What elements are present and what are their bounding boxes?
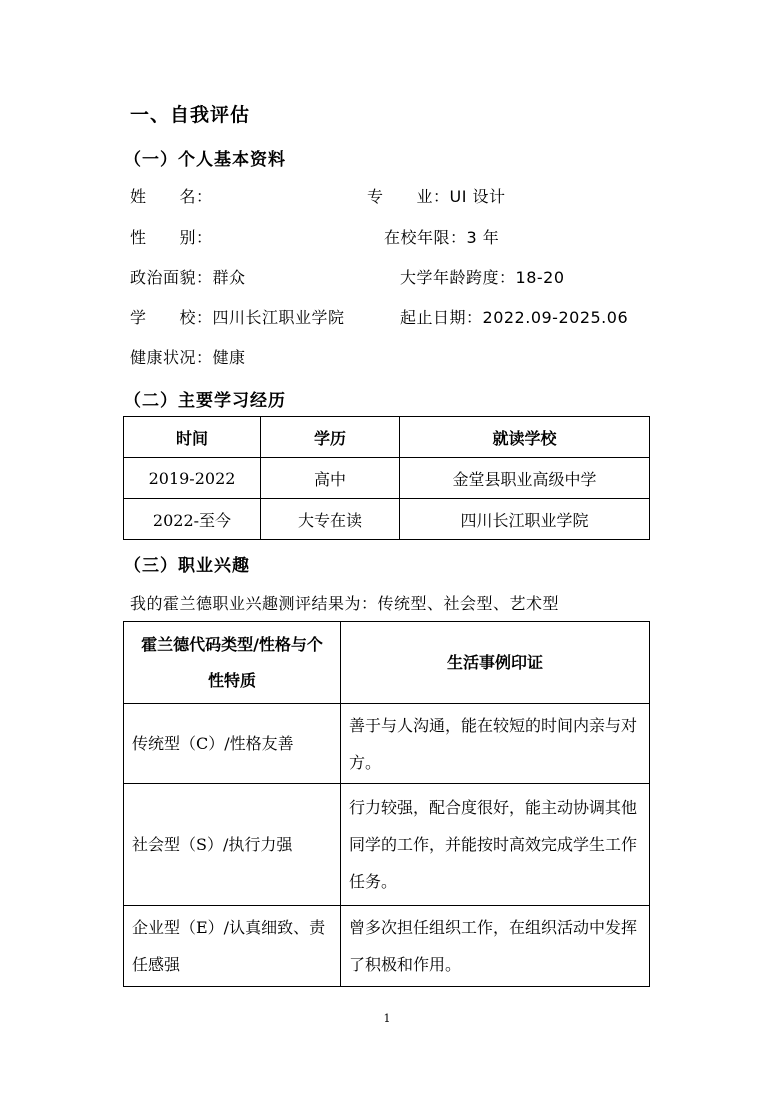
table-cell: 四川长江职业学院 bbox=[400, 499, 650, 540]
interest-title: （三）职业兴趣 bbox=[124, 556, 250, 576]
table-header-cell: 学历 bbox=[261, 417, 400, 458]
field-age-span bbox=[400, 265, 565, 288]
field-label: 专 业： bbox=[367, 187, 450, 206]
table-row bbox=[124, 784, 650, 906]
field-health bbox=[130, 345, 246, 368]
table-cell: 2019-2022 bbox=[124, 458, 261, 499]
field-label: 性 别： bbox=[130, 228, 213, 247]
table-cell: 金堂县职业高级中学 bbox=[400, 458, 650, 499]
basic-info-title: （一）个人基本资料 bbox=[124, 150, 286, 170]
table-header-cell: 就读学校 bbox=[400, 417, 650, 458]
table-row bbox=[124, 704, 650, 784]
field-political bbox=[130, 265, 246, 288]
field-value: 群众 bbox=[212, 268, 246, 287]
field-value: 18-20 bbox=[515, 268, 565, 287]
table-cell: 传统型（C）/性格友善 bbox=[124, 704, 341, 784]
table-cell: 社会型（S）/执行力强 bbox=[124, 784, 341, 906]
page-number: 1 bbox=[383, 1012, 391, 1025]
table-cell: 大专在读 bbox=[261, 499, 400, 540]
field-dates bbox=[400, 305, 628, 328]
field-value: 四川长江职业学院 bbox=[212, 308, 345, 327]
field-label: 姓 名： bbox=[130, 187, 213, 206]
section-title: 一、自我评估 bbox=[130, 104, 251, 126]
table-header-row bbox=[124, 622, 650, 704]
field-name bbox=[130, 184, 213, 207]
table-row bbox=[124, 499, 650, 540]
field-value: UI 设计 bbox=[449, 187, 506, 206]
study-title: （二）主要学习经历 bbox=[124, 391, 286, 411]
field-value: 健康 bbox=[212, 348, 246, 367]
study-table bbox=[123, 416, 650, 540]
table-cell: 曾多次担任组织工作，在组织活动中发挥了积极和作用。 bbox=[341, 906, 650, 987]
table-cell: 2022-至今 bbox=[124, 499, 261, 540]
field-label: 健康状况： bbox=[130, 348, 213, 367]
table-row bbox=[124, 906, 650, 987]
field-value: 3 年 bbox=[466, 228, 500, 247]
field-label: 政治面貌： bbox=[130, 268, 213, 287]
table-cell: 企业型（E）/认真细致、责任感强 bbox=[124, 906, 341, 987]
field-label: 起止日期： bbox=[400, 308, 483, 327]
field-label: 学 校： bbox=[130, 308, 213, 327]
table-header-cell: 生活事例印证 bbox=[341, 622, 650, 704]
table-header-cell: 霍兰德代码类型/性格与个性特质 bbox=[124, 622, 341, 704]
field-gender bbox=[130, 225, 213, 248]
table-row bbox=[124, 458, 650, 499]
field-value: 2022.09-2025.06 bbox=[482, 308, 629, 327]
table-cell: 善于与人沟通，能在较短的时间内亲与对方。 bbox=[341, 704, 650, 784]
table-cell: 行力较强，配合度很好，能主动协调其他同学的工作，并能按时高效完成学生工作任务。 bbox=[341, 784, 650, 906]
table-header-row bbox=[124, 417, 650, 458]
table-header-cell: 时间 bbox=[124, 417, 261, 458]
field-major bbox=[367, 184, 506, 207]
field-years bbox=[384, 225, 499, 248]
table-cell: 高中 bbox=[261, 458, 400, 499]
interest-summary: 我的霍兰德职业兴趣测评结果为：传统型、社会型、艺术型 bbox=[130, 594, 560, 613]
field-label: 大学年龄跨度： bbox=[400, 268, 516, 287]
interest-table bbox=[123, 621, 650, 987]
field-school bbox=[130, 305, 345, 328]
field-label: 在校年限： bbox=[384, 228, 467, 247]
